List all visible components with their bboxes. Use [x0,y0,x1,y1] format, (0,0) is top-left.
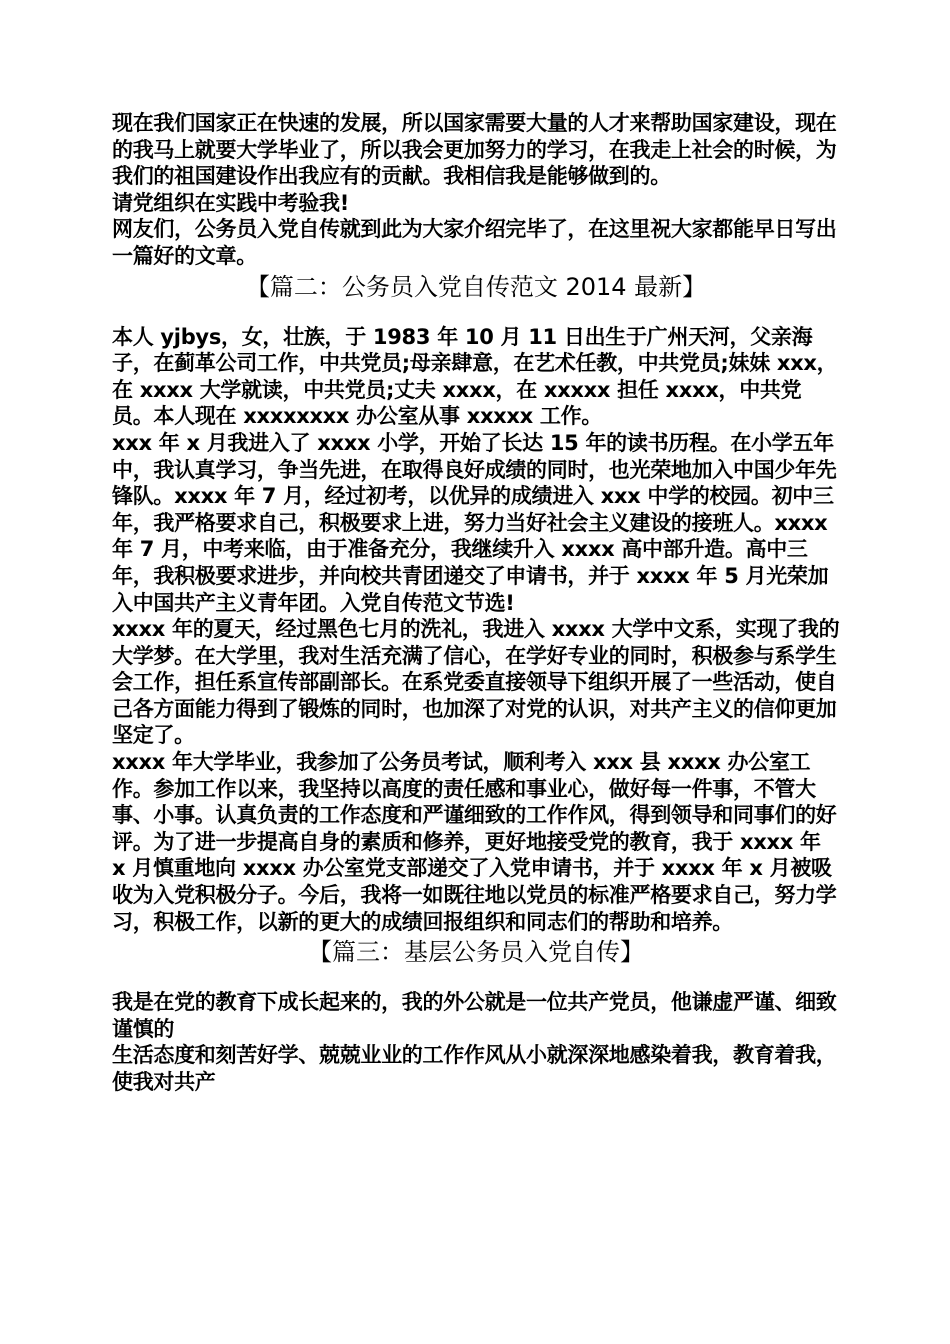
heading-spacer [112,302,840,324]
heading-spacer [112,967,840,989]
paragraph-development: 现在我们国家正在快速的发展，所以国家需要大量的人才来帮助国家建设，现在的我马上就要大学毕业了，所以我会更加努力的学习，在我走上社会的时候，为我们的祖国建设作出我应有的贡献。我相信我是能够做到的。 [112,111,837,189]
paragraph-university: xxxx 年的夏天，经过黑色七月的洗礼，我进入 xxxx 大学中文系，实现了我的大学梦。在大学里，我对生活充满了信心，在学好专业的同时，积极参与系学生会工作，担任系宣传部副部长。在系党委直接领导下组织开展了一些活动，使自己各方面能力得到了锻炼的同时，也加深了对党的认识，对共产主义的信仰更加坚定了。 [112,617,840,748]
paragraph-career: xxxx 年大学毕业，我参加了公务员考试，顺利考入 xxx 县 xxxx 办公室工作。参加工作以来，我坚持以高度的责任感和事业心，做好每一件事，不管大事、小事。认真负责的工作态度和严谨细致的工作作风，得到领导和同事们的好评。为了进一步提高自身的素质和修养，更好地接受党的教育，我于 xxxx 年 x 月慎重地向 xxxx 办公室党支部递交了入党申请书，并于 xxxx 年 x 月被吸收为入党积极分子。今后，我将一如既往地以党员的标准严格要求自己，努力学习，积极工作，以新的更大的成绩回报组织和同志们的帮助和培养。 [112,750,837,934]
paragraph-schooling: xxx 年 x 月我进入了 xxxx 小学，开始了长达 15 年的读书历程。在小学五年中，我认真学习，争当先进，在取得良好成绩的同时，也光荣地加入中国少年先锋队。xxxx 年 7 月，经过初考，以优异的成绩进入 xxx 中学的校园。初中三年，我严格要求自己，积极要求上进，努力当好社会主义建设的接班人。xxxx 年 7 月，中考来临，由于准备充分，我继续升入 xxxx 高中部升造。高中三年，我积极要求进步，并向校共青团递交了申请书，并于 xxxx 年 5 月光荣加入中国共产主义青年团。入党自传范文节选! [112,430,837,615]
section-heading-part2: 【篇二：公务员入党自传范文 2014 最新】 [245,272,707,301]
document-page [112,110,840,1096]
section-heading-part3: 【篇三：基层公务员入党自传】 [308,938,644,967]
paragraph-test-me: 请党组织在实践中考验我! [112,190,349,215]
paragraph-family: 本人 yjbys，女，壮族，于 1983 年 10 月 11 日出生于广州天河，父亲海子，在蓟革公司工作，中共党员;母亲肆意，在艺术任教，中共党员;妹妹 xxx，在 xxxx 大学就读，中共党员;丈夫 xxxx，在 xxxxx 担任 xxxx，中共党员。本人现在 xxxxxxxx 办公室从事 xxxxx 工作。 [112,324,838,429]
paragraph-influence: 生活态度和刻苦好学、兢兢业业的工作作风从小就深深地感染着我，教育着我，使我对共产 [112,1043,837,1094]
paragraph-grandfather: 我是在党的教育下成长起来的，我的外公就是一位共产党员，他谦虚严谨、细致谨慎的 [112,990,837,1041]
paragraph-netizens: 网友们，公务员入党自传就到此为大家介绍完毕了，在这里祝大家都能早日写出一篇好的文章。 [112,217,837,268]
